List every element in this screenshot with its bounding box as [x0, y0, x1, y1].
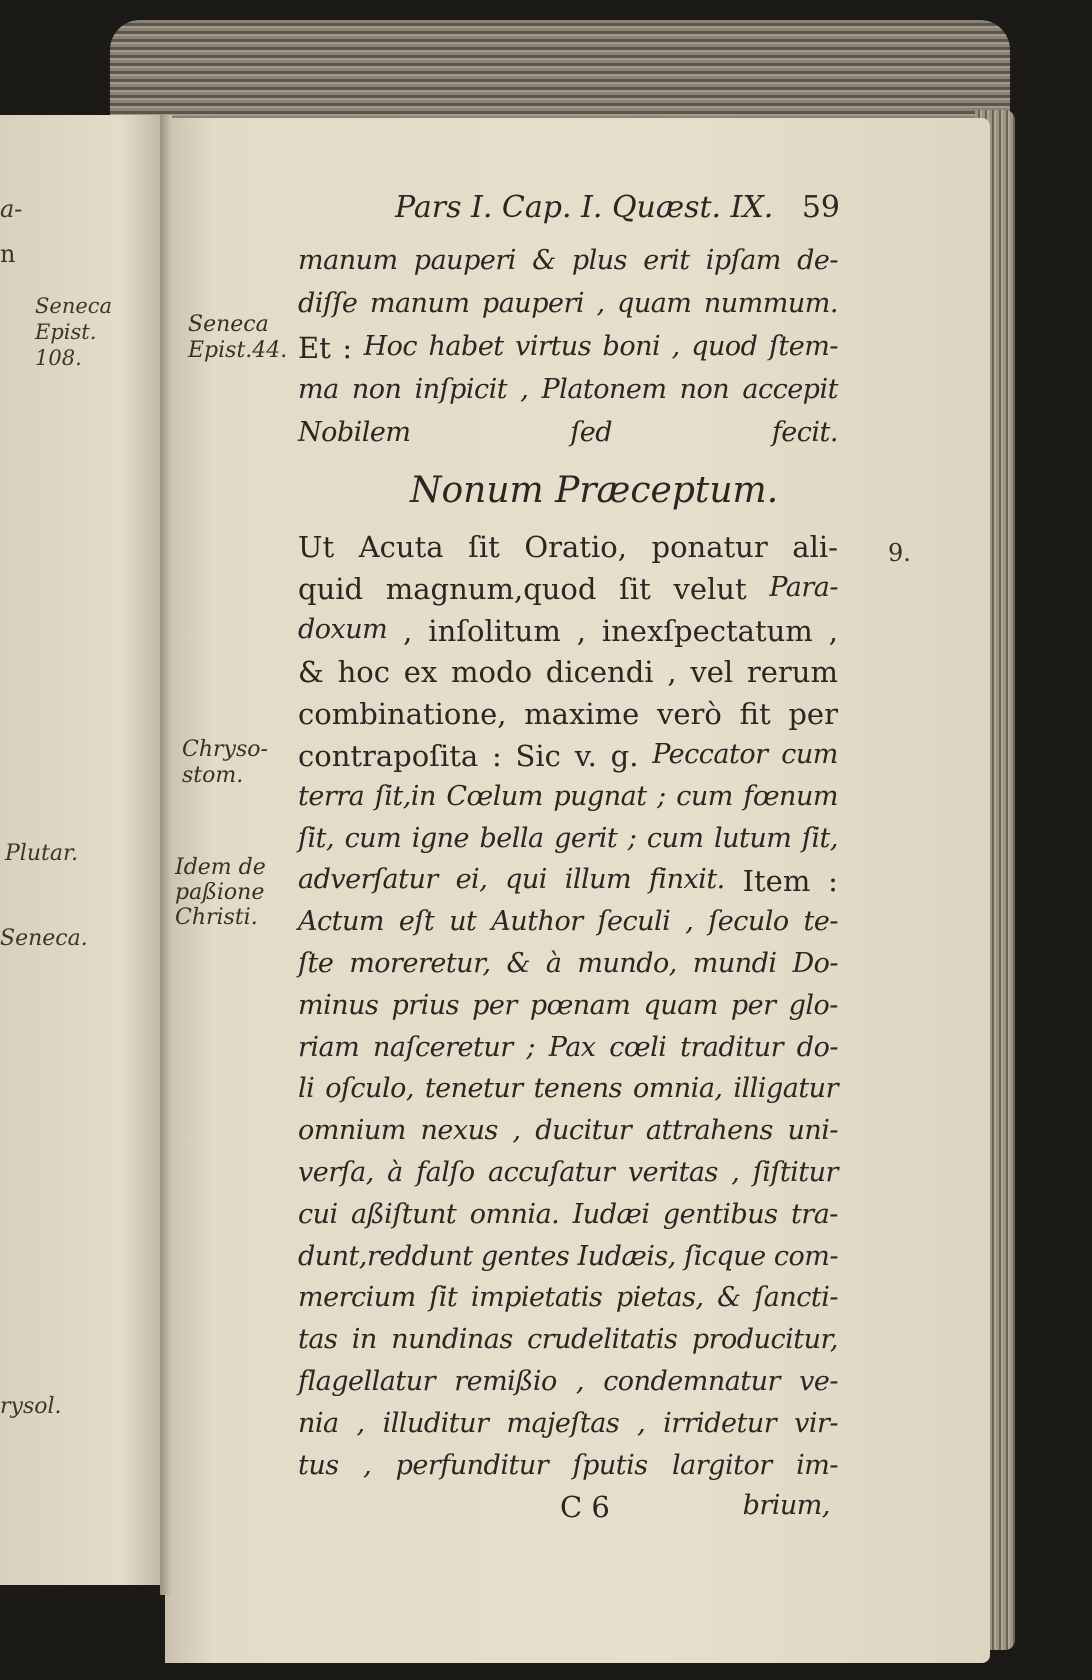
text-line	[298, 417, 838, 448]
word: ;	[657, 780, 666, 812]
word: virtus	[515, 331, 592, 362]
left-page-margin-note: Seneca.	[0, 926, 88, 951]
word: omnia,	[632, 1073, 723, 1105]
word: Pax	[548, 1031, 596, 1063]
word: non	[679, 374, 730, 405]
word: uni-	[787, 1115, 838, 1147]
word: manum	[298, 245, 398, 276]
word: adverſatur	[298, 864, 438, 896]
word: verſa,	[298, 1157, 374, 1188]
word: per	[788, 697, 838, 732]
word: pauperi	[481, 288, 584, 319]
word: gentibus	[662, 1198, 778, 1230]
word: Item	[742, 864, 811, 899]
word: crudelitatis	[527, 1324, 678, 1356]
word: à	[387, 1157, 403, 1188]
text-line	[298, 697, 838, 731]
word: &	[717, 1282, 741, 1314]
word: ex	[403, 655, 438, 690]
section-number: 9.	[888, 539, 911, 567]
word: bella	[479, 822, 544, 854]
text-line	[298, 614, 838, 648]
word: remißio	[454, 1366, 557, 1397]
word: cui	[298, 1198, 338, 1230]
word: ſeculi	[597, 906, 671, 938]
word: erit	[643, 245, 690, 276]
word: in	[351, 1324, 377, 1356]
word: ſit	[468, 530, 500, 564]
word: moreretur,	[349, 948, 491, 979]
word: ,	[403, 613, 413, 648]
word: boni	[602, 331, 661, 362]
word: nia	[298, 1407, 339, 1439]
word: ſed	[570, 417, 613, 448]
word: ,	[828, 613, 838, 648]
word: illum	[564, 864, 632, 896]
word: modo	[451, 655, 533, 690]
word: Iudæis,	[577, 1240, 676, 1272]
word: tas	[298, 1324, 338, 1356]
word: ſputis	[572, 1449, 648, 1481]
word: ma	[298, 374, 339, 405]
word: Acuta	[358, 530, 444, 564]
word: mercium	[298, 1282, 416, 1314]
word: ſit	[619, 571, 651, 606]
word: pœnam	[529, 989, 631, 1021]
word: mundi	[692, 948, 777, 979]
word: ,	[576, 613, 586, 648]
word: ,	[512, 1115, 521, 1147]
word: ſte	[298, 948, 334, 979]
text-line	[298, 1324, 838, 1355]
text-line	[298, 781, 838, 812]
word: igne	[411, 822, 469, 854]
word: omnium	[298, 1115, 406, 1147]
word: ponatur	[651, 530, 768, 564]
word: ſancti-	[754, 1282, 838, 1314]
word: inſpicit	[414, 374, 508, 405]
word: perfunditur	[395, 1449, 549, 1481]
word: majeſtas	[506, 1407, 620, 1439]
margin-note: Chryso- stom.	[182, 737, 268, 788]
word: ;	[627, 822, 637, 854]
book-gutter	[160, 115, 172, 1595]
word: Nobilem	[298, 417, 411, 448]
word: nundinas	[391, 1324, 513, 1356]
word: ,	[671, 331, 680, 362]
word: im-	[796, 1449, 838, 1481]
word: gentes	[480, 1240, 570, 1272]
word: fœnum	[743, 780, 838, 812]
left-page-margin-note: rysol.	[0, 1394, 62, 1419]
word: quid	[298, 571, 364, 606]
text-line	[298, 1115, 838, 1146]
word: Cœlum	[446, 780, 543, 812]
word: vel	[690, 655, 734, 690]
word: eſt	[398, 906, 435, 938]
word: tus	[298, 1449, 339, 1481]
text-line	[298, 1241, 838, 1272]
word: cum	[781, 739, 838, 770]
word: inexſpectatum	[601, 613, 813, 648]
word: terra	[298, 780, 365, 812]
text-line	[298, 1366, 838, 1397]
word: cœli	[609, 1031, 667, 1063]
word: ſit,	[801, 822, 838, 854]
word: nummum.	[703, 288, 838, 319]
word: quam	[617, 288, 692, 319]
word: dicendi	[545, 655, 654, 690]
word: qui	[505, 864, 547, 896]
word: ſit,	[298, 822, 335, 854]
word: vir-	[794, 1407, 838, 1439]
left-page-fragment: n	[0, 240, 16, 268]
word: verò	[657, 697, 722, 732]
left-page	[0, 115, 172, 1585]
word: pauperi	[413, 245, 516, 276]
text-line	[298, 948, 838, 979]
word: ,	[731, 1157, 740, 1188]
catchword: brium,	[742, 1490, 830, 1521]
text-line	[298, 1408, 838, 1439]
word: &	[532, 245, 556, 276]
text-line	[298, 374, 838, 405]
word: finxit.	[648, 864, 725, 896]
word: impietatis	[470, 1282, 603, 1314]
word: omnia.	[469, 1198, 560, 1230]
word: de-	[797, 245, 838, 276]
word: tra-	[790, 1198, 838, 1230]
word: quam	[643, 989, 718, 1021]
word: irridetur	[663, 1407, 777, 1439]
text-line	[298, 1073, 838, 1104]
word: g.	[610, 739, 639, 773]
word: illuditur	[382, 1407, 489, 1439]
signature-mark: C 6	[560, 1490, 610, 1524]
word: tenens	[533, 1073, 623, 1105]
word: quod	[691, 331, 758, 362]
word: ei,	[455, 864, 488, 896]
word: largitor	[672, 1449, 772, 1481]
word: ſit,in	[374, 780, 436, 812]
word: producitur,	[691, 1324, 838, 1356]
word: condemnatur	[603, 1366, 780, 1397]
word: rerum	[746, 655, 838, 690]
word: Et	[298, 331, 331, 365]
word: ,	[520, 374, 529, 405]
word: ,	[575, 1366, 585, 1397]
word: Author	[491, 906, 583, 938]
word: ,	[596, 288, 605, 319]
text-line	[298, 990, 838, 1021]
text-line	[298, 823, 838, 854]
word: &	[298, 655, 324, 690]
text-line	[298, 245, 838, 276]
text-line	[298, 906, 838, 937]
word: attrahens	[645, 1115, 773, 1147]
word: habet	[428, 331, 504, 362]
word: ut	[449, 906, 477, 938]
word: cum	[344, 822, 402, 854]
text-line	[298, 331, 838, 365]
word: ſit	[429, 1282, 458, 1314]
word: pugnat	[553, 780, 647, 812]
word: li	[298, 1073, 315, 1105]
text-line	[298, 1450, 838, 1481]
word: combinatione,	[298, 697, 507, 732]
section-title: Nonum Præceptum.	[410, 470, 779, 511]
left-page-fragment: a-	[0, 195, 23, 223]
word: tenetur	[424, 1073, 523, 1105]
word: fit	[739, 697, 771, 732]
text-line	[298, 864, 838, 898]
word: plus	[571, 245, 627, 276]
word: Sic	[515, 739, 561, 773]
book-top-edge	[110, 20, 1010, 130]
text-line	[298, 739, 838, 773]
text-line	[298, 288, 838, 319]
word: :	[828, 864, 838, 899]
text-line	[298, 572, 838, 606]
word: do-	[796, 1031, 838, 1063]
word: te-	[803, 906, 838, 938]
left-page-margin-note: Plutar.	[5, 841, 79, 866]
text-line	[298, 530, 838, 564]
left-page-margin-note: Seneca Epist. 108.	[35, 294, 113, 370]
word: falſo	[416, 1157, 475, 1188]
word: mundo,	[577, 948, 677, 979]
word: ,	[637, 1407, 646, 1439]
word: fecit.	[771, 417, 838, 448]
word: Oratio,	[524, 530, 627, 564]
word: cum	[646, 822, 704, 854]
word: dunt,reddunt	[298, 1240, 473, 1272]
word: traditur	[680, 1031, 784, 1063]
word: com-	[773, 1240, 838, 1272]
word: ipſam	[705, 245, 781, 276]
word: ,	[356, 1407, 365, 1439]
word: Iudæi	[572, 1198, 650, 1230]
word: doxum	[298, 613, 388, 645]
word: :	[491, 739, 502, 773]
word: manum	[369, 288, 470, 319]
running-title: Pars I. Cap. I. Quæst. IX.	[395, 190, 774, 225]
word: diſſe	[298, 288, 358, 319]
word: accepit	[742, 374, 838, 405]
word: Actum	[298, 906, 384, 938]
word: inſolitum	[428, 613, 561, 648]
word: cum	[676, 780, 733, 812]
word: à	[545, 948, 562, 979]
word: pietas,	[615, 1282, 704, 1314]
word: velut	[673, 571, 747, 606]
word: minus	[298, 989, 379, 1021]
word: aßiſtunt	[351, 1198, 457, 1230]
word: hoc	[337, 655, 390, 690]
word: ,	[685, 906, 694, 938]
word: riam	[298, 1031, 360, 1063]
word: Platonem	[541, 374, 667, 405]
word: per	[472, 989, 517, 1021]
text-line	[298, 1157, 838, 1188]
word: Peccator	[652, 739, 768, 770]
word: ducitur	[535, 1115, 632, 1147]
word: naſceretur	[373, 1031, 513, 1063]
word: prius	[391, 989, 460, 1021]
word: non	[351, 374, 402, 405]
word: &	[506, 948, 531, 979]
margin-note: Seneca Epist.44.	[188, 312, 288, 363]
word: ,	[667, 655, 677, 690]
word: glo-	[788, 989, 838, 1021]
word: ,	[363, 1449, 372, 1481]
text-line	[298, 1199, 838, 1230]
word: Ut	[298, 530, 335, 564]
word: Hoc	[363, 331, 418, 362]
word: :	[342, 331, 353, 365]
word: ve-	[799, 1366, 838, 1397]
page-number: 59	[801, 190, 840, 225]
word: lutum	[714, 822, 792, 854]
word: Para-	[769, 571, 838, 603]
word: illigatur	[733, 1073, 838, 1105]
word: ſiſtitur	[752, 1157, 838, 1188]
word: gerit	[554, 822, 618, 854]
word: nexus	[420, 1115, 498, 1147]
text-line	[298, 655, 838, 689]
word: flagellatur	[298, 1366, 436, 1397]
word: per	[730, 989, 776, 1021]
word: maxime	[524, 697, 640, 732]
margin-note: Idem de paßione Christi.	[175, 855, 266, 930]
text-line	[298, 1282, 838, 1313]
page-footer	[560, 1490, 830, 1524]
word: ali-	[792, 530, 838, 564]
word: ſeculo	[708, 906, 789, 938]
word: veritas	[627, 1157, 718, 1188]
word: accuſatur	[487, 1157, 615, 1188]
word: ſtem-	[768, 331, 838, 362]
word: contrapoſita	[298, 739, 479, 773]
text-line	[298, 1032, 838, 1063]
running-header	[395, 190, 840, 225]
word: ;	[526, 1031, 535, 1063]
word: magnum,quod	[385, 571, 597, 606]
word: Do-	[792, 948, 838, 979]
word: ſicque	[684, 1240, 766, 1272]
word: oſculo,	[325, 1073, 414, 1105]
word: v.	[574, 739, 597, 773]
